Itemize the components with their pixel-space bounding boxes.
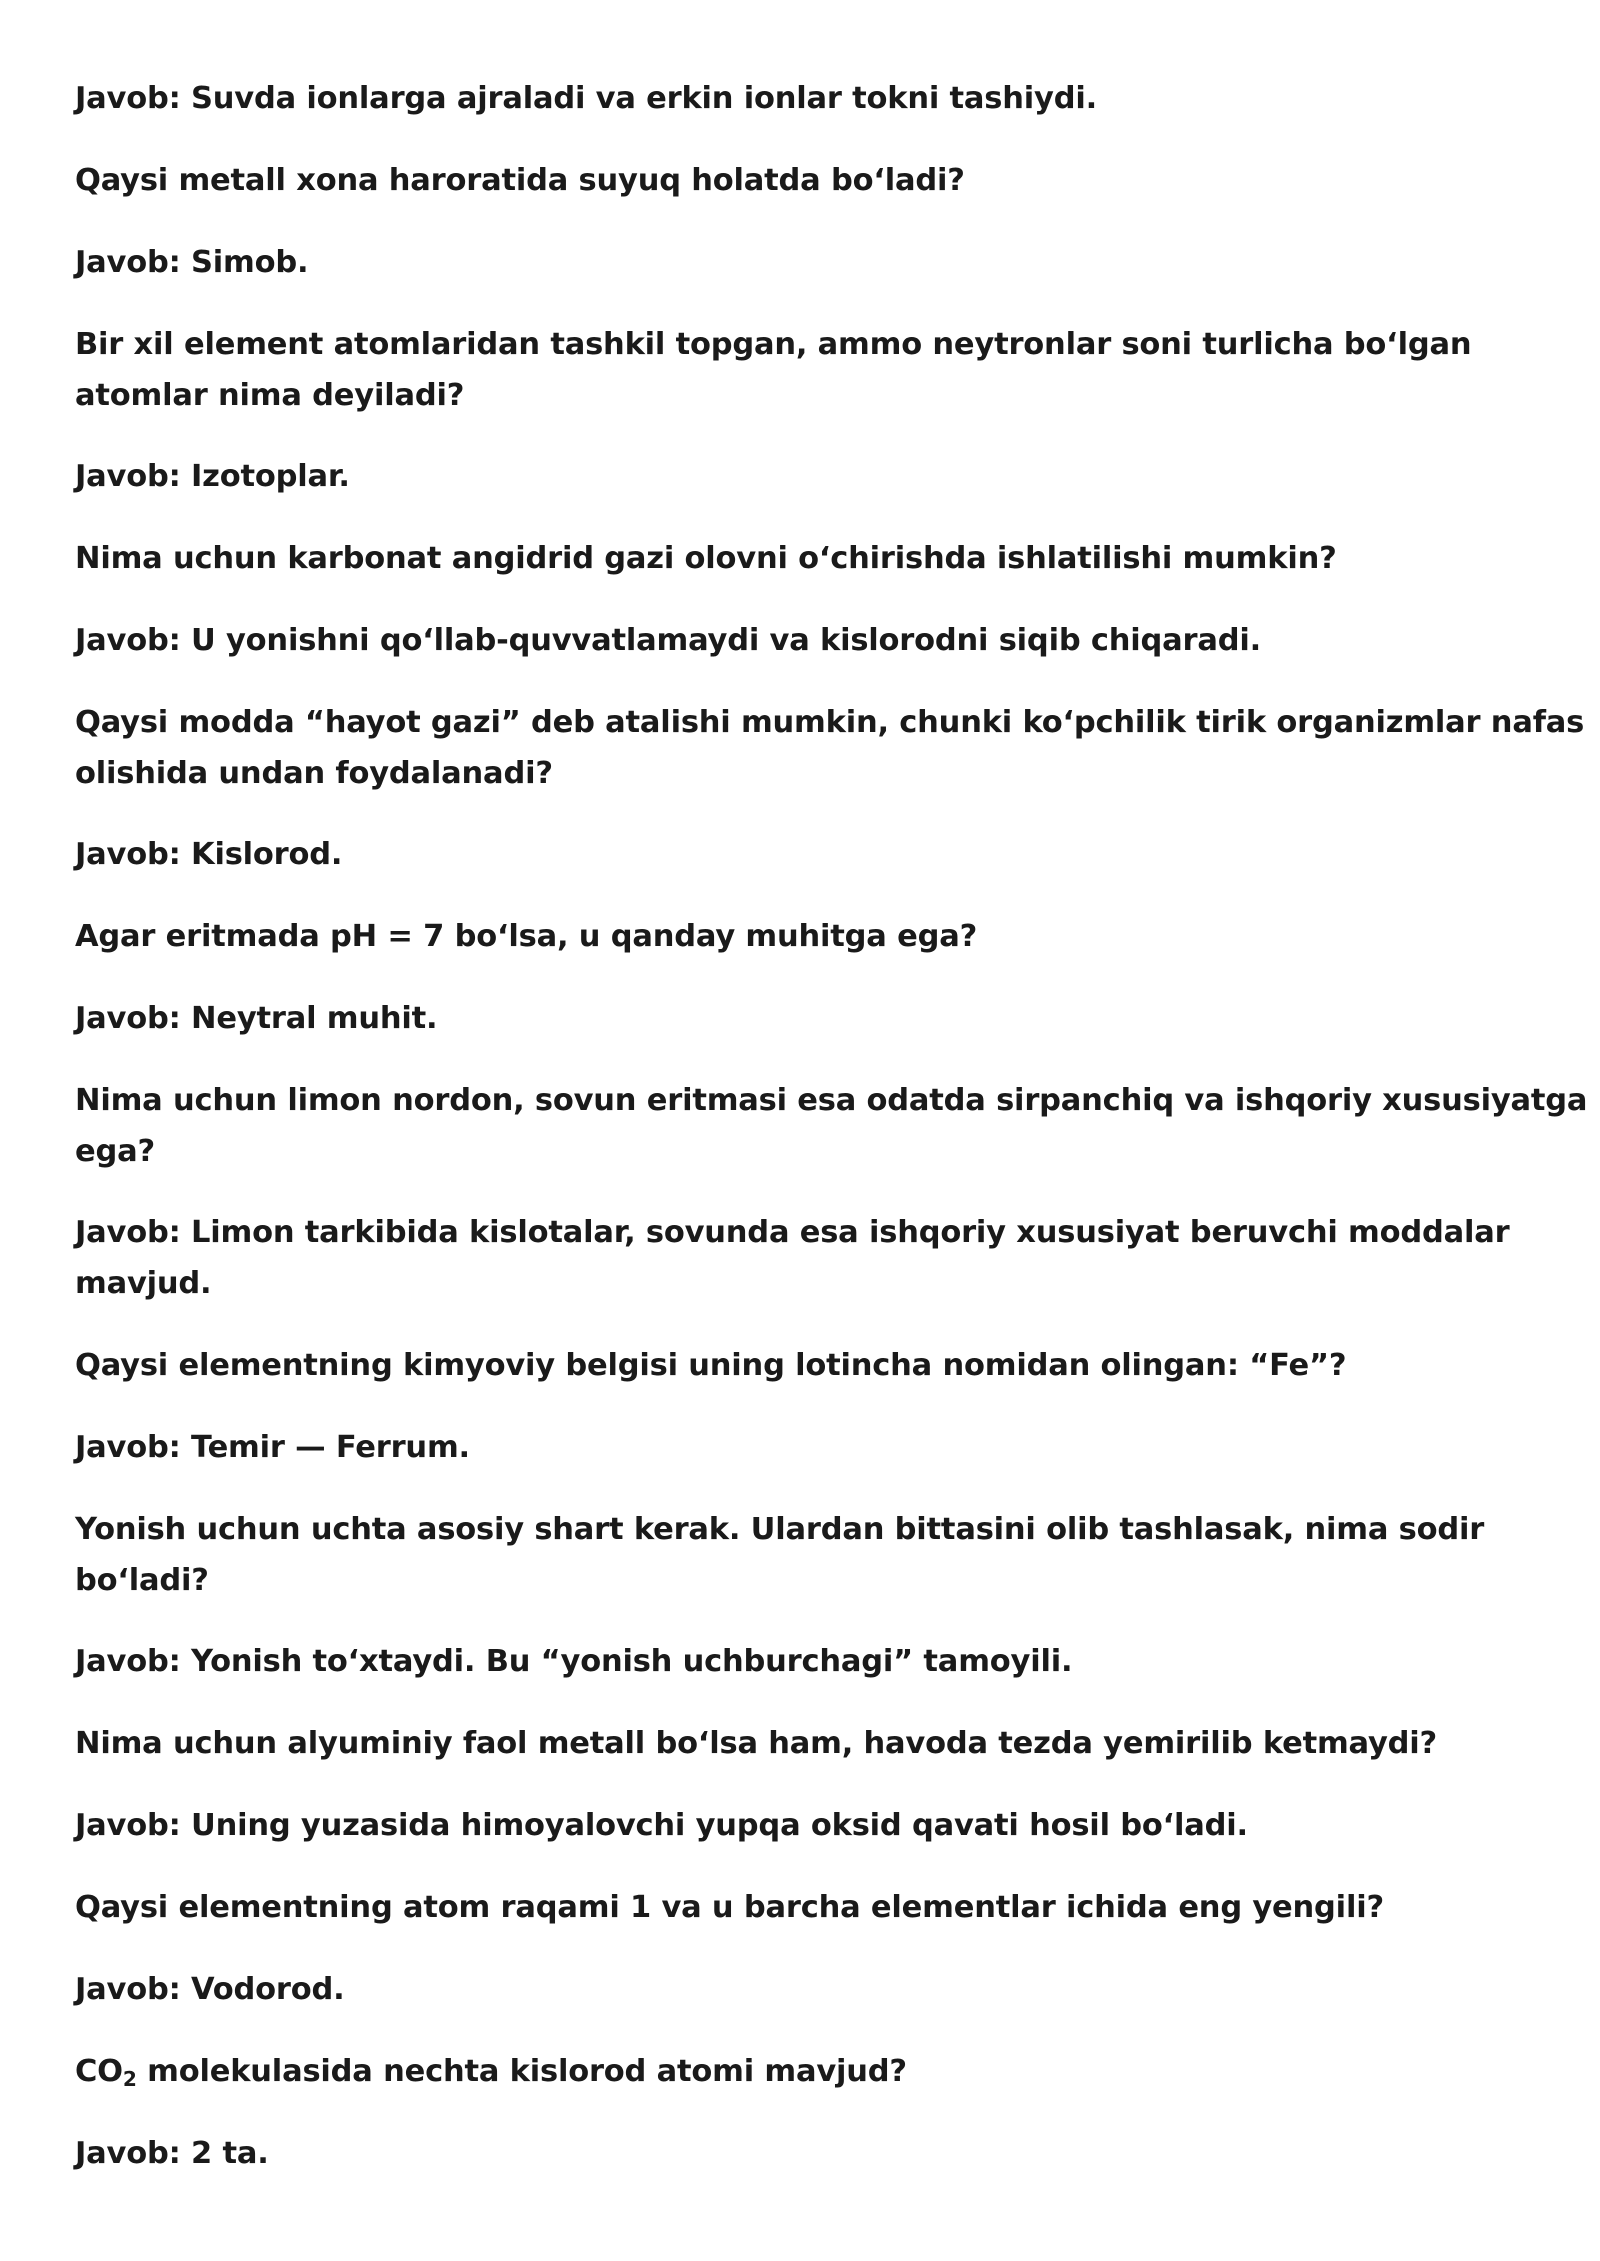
question-text: Qaysi modda “hayot gazi” deb atalishi mumkin, chunki koʻpchilik tirik organizmlar nafas xyxy=(75,705,1585,740)
answer-text: Javob: 2 ta. xyxy=(75,2136,269,2171)
question-text: Nima uchun karbonat angidrid gazi olovni oʻchirishda ishlatilishi mumkin? xyxy=(75,541,1337,576)
answer-text: Javob: Simob. xyxy=(75,245,309,280)
formula-co: CO xyxy=(75,2054,123,2089)
question-text: Nima uchun limon nordon, sovun eritmasi esa odatda sirpanchiq va ishqoriy xususiyatga xyxy=(75,1083,1588,1118)
answer-text: Javob: Yonish toʻxtaydi. Bu “yonish uchburchagi” tamoyili. xyxy=(75,1644,1073,1679)
answer-text: Javob: Kislorod. xyxy=(75,837,343,872)
answer-text: Javob: Izotoplar. xyxy=(75,459,350,494)
answer-text: Javob: U yonishni qoʻllab-quvvatlamaydi va kislorodni siqib chiqaradi. xyxy=(75,623,1262,658)
question-text: olishida undan foydalanadi? xyxy=(75,756,553,791)
question-text: boʻladi? xyxy=(75,1563,209,1598)
question-text: Bir xil element atomlaridan tashkil topgan, ammo neytronlar soni turlicha boʻlgan xyxy=(75,327,1472,362)
question-text xyxy=(75,2046,1535,2097)
answer-text: Javob: Temir — Ferrum. xyxy=(75,1430,470,1465)
answer-text: mavjud. xyxy=(75,1266,212,1301)
question-text: Qaysi elementning kimyoviy belgisi uning lotincha nomidan olingan: “Fe”? xyxy=(75,1348,1347,1383)
answer-text: Javob: Vodorod. xyxy=(75,1972,345,2007)
answer-text: Javob: Neytral muhit. xyxy=(75,1001,438,1036)
question-text: atomlar nima deyiladi? xyxy=(75,378,465,413)
answer-text: Javob: Uning yuzasida himoyalovchi yupqa oksid qavati hosil boʻladi. xyxy=(75,1808,1248,1843)
answer-text: Javob: Limon tarkibida kislotalar, sovunda esa ishqoriy xususiyat beruvchi moddalar xyxy=(75,1215,1510,1250)
question-text: ega? xyxy=(75,1134,155,1169)
question-text: Qaysi elementning atom raqami 1 va u barcha elementlar ichida eng yengili? xyxy=(75,1890,1384,1925)
question-text: Qaysi metall xona haroratida suyuq holatda boʻladi? xyxy=(75,163,965,198)
question-text: Agar eritmada pH = 7 boʻlsa, u qanday muhitga ega? xyxy=(75,919,978,954)
question-text: Nima uchun alyuminiy faol metall boʻlsa ham, havoda tezda yemirilib ketmaydi? xyxy=(75,1726,1438,1761)
answer-text: Javob: Suvda ionlarga ajraladi va erkin ionlar tokni tashiydi. xyxy=(75,81,1097,116)
formula-subscript: 2 xyxy=(122,2067,137,2092)
question-rest: molekulasida nechta kislorod atomi mavjud? xyxy=(136,2054,907,2089)
question-text: Yonish uchun uchta asosiy shart kerak. Ulardan bittasini olib tashlasak, nima sodir xyxy=(75,1512,1485,1547)
